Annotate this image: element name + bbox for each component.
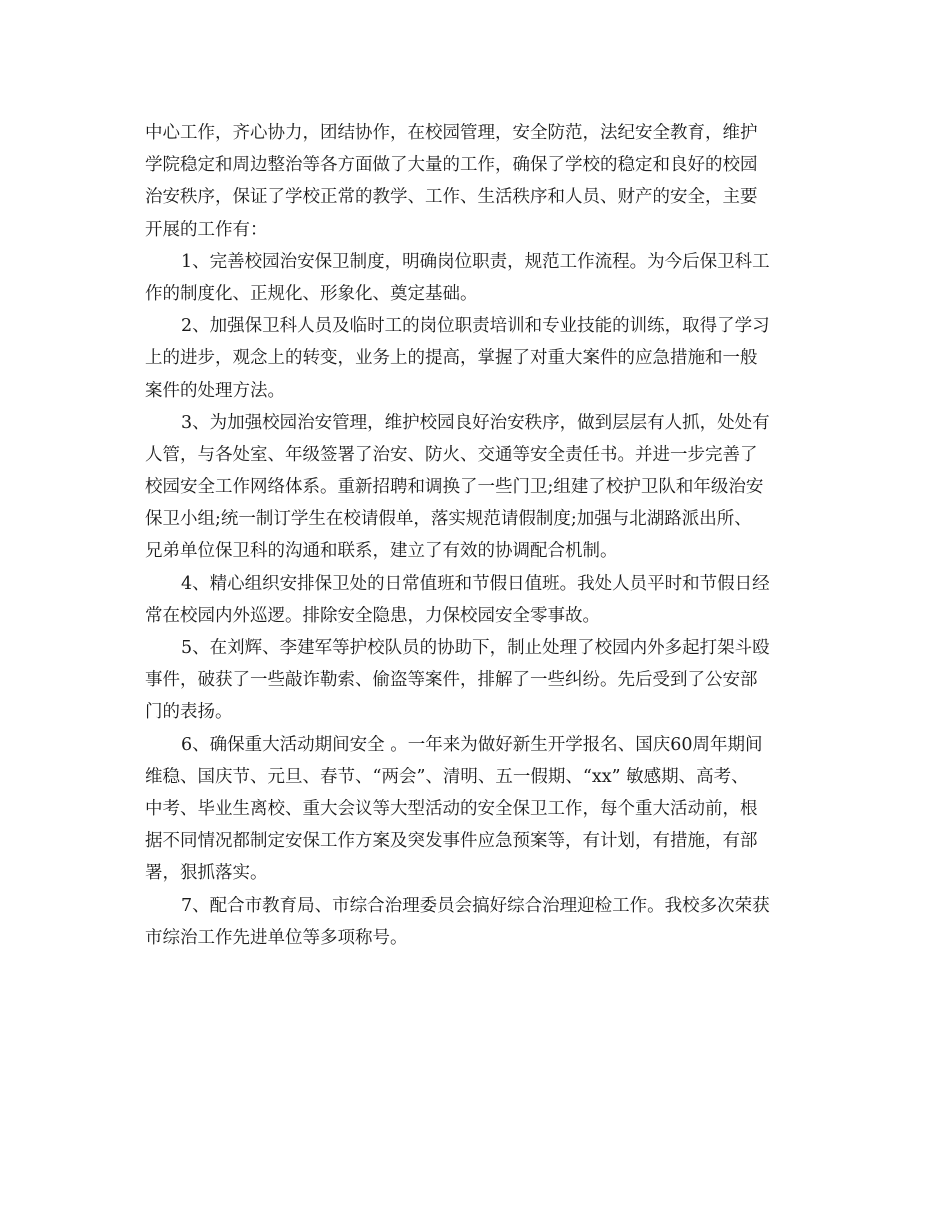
text-line: 人管，与各处室、年级签署了治安、防火、交通等安全责任书。并进一步完善了 [145, 444, 758, 465]
text-line: 署，狠抓落实。 [145, 863, 268, 884]
text-line: 据不同情况都制定安保工作方案及突发事件应急预案等，有计划，有措施，有部 [145, 831, 758, 852]
text-line: 开展的工作有： [145, 219, 268, 240]
text-line: 中心工作，齐心协力，团结协作，在校园管理，安全防范，法纪安全教育，维护 [145, 123, 758, 143]
text-line: 作的制度化、正规化、形象化、奠定基础。 [145, 283, 478, 304]
text-line: 市综治工作先进单位等多项称号。 [145, 927, 408, 948]
text-line: 7、配合市教育局、市综合治理委员会搞好综合治理迎检工作。我校多次荣获 [181, 895, 770, 916]
text-line: 中考、毕业生离校、重大会议等大型活动的安全保卫工作，每个重大活动前，根 [145, 798, 758, 819]
text-line: 保卫小组;统一制订学生在校请假单，落实规范请假制度;加强与北湖路派出所、 [145, 509, 752, 530]
document-body [145, 117, 825, 954]
text-line: 门的表扬。 [145, 702, 233, 723]
text-line: 4、精心组织安排保卫处的日常值班和节假日值班。我处人员平时和节假日经 [181, 573, 770, 594]
text-line: 1、完善校园治安保卫制度，明确岗位职责，规范工作流程。为今后保卫科工 [181, 251, 770, 272]
text-line: 学院稳定和周边整治等各方面做了大量的工作，确保了学校的稳定和良好的校园 [145, 155, 758, 176]
text-line: 维稳、国庆节、元旦、春节、“两会”、清明、五一假期、“xx” 敏感期、高考、 [145, 766, 749, 787]
text-line: 3、为加强校园治安管理，维护校园良好治安秩序，做到层层有人抓，处处有 [181, 412, 770, 433]
text-line: 治安秩序，保证了学校正常的教学、工作、生活秩序和人员、财产的安全，主要 [145, 187, 758, 208]
text-line: 5、在刘辉、李建军等护校队员的协助下，制止处理了校园内外多起打架斗殴 [181, 638, 770, 658]
text-line: 2、加强保卫科人员及临时工的岗位职责培训和专业技能的训练，取得了学习 [181, 316, 770, 337]
text-line: 校园安全工作网络体系。重新招聘和调换了一些门卫;组建了校护卫队和年级治安 [145, 477, 764, 498]
text-line: 6、确保重大活动期间安全 。一年来为做好新生开学报名、国庆60周年期间 [181, 734, 763, 755]
text-line: 事件，破获了一些敲诈勒索、偷盗等案件，排解了一些纠纷。先后受到了公安部 [145, 670, 758, 691]
text-line: 常在校园内外巡逻。排除安全隐患，力保校园安全零事故。 [145, 605, 600, 626]
text-line: 上的进步，观念上的转变，业务上的提高，掌握了对重大案件的应急措施和一般 [145, 348, 758, 369]
text-line: 兄弟单位保卫科的沟通和联系，建立了有效的协调配合机制。 [145, 541, 618, 562]
text-line: 案件的处理方法。 [145, 380, 285, 401]
